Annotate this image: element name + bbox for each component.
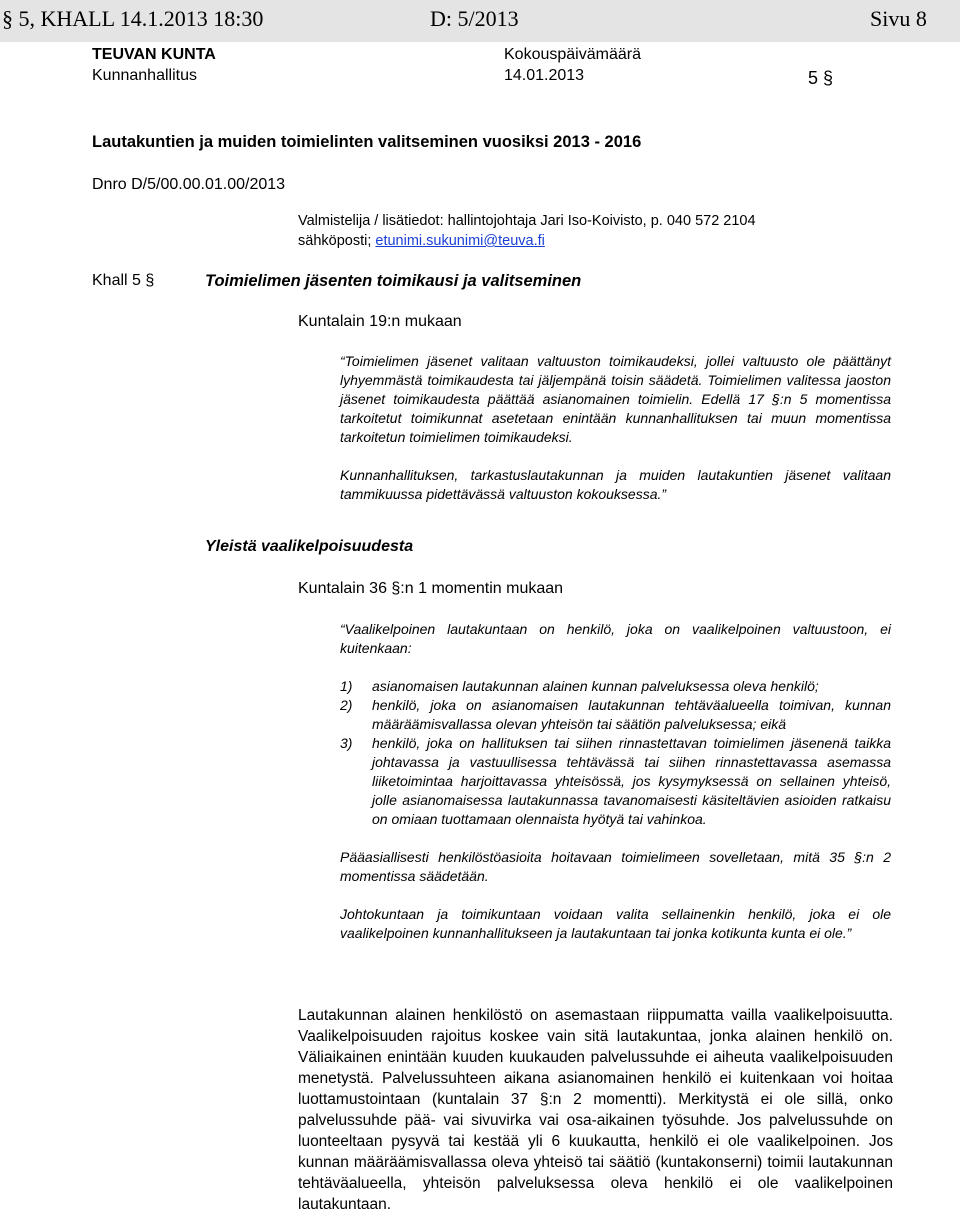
section2-heading: Yleistä vaalikelpoisuudesta (205, 538, 414, 555)
list-item-number: 2) (340, 697, 353, 713)
law1-quote (340, 352, 891, 504)
meeting-date: 14.01.2013 (504, 67, 585, 84)
document-top-bar (0, 0, 960, 42)
top-bar-document-number: D: 5/2013 (430, 6, 519, 31)
list-item (340, 734, 891, 829)
list-item-text: henkilö, joka on asianomaisen lautakunnan tehtäväalueella toimivan, kunnan määräämisvallassa olevan yhteisön tai säätiön palveluksessa; eikä (372, 697, 891, 732)
law2-heading: Kuntalain 36 §:n 1 momentin mukaan (298, 580, 564, 597)
law2-quote (340, 620, 891, 943)
meeting-date-label: Kokouspäivämäärä (504, 46, 641, 63)
dnro: Dnro D/5/00.00.01.00/2013 (92, 176, 286, 193)
body-paragraph-text: Lautakunnan alainen henkilöstö on asemastaan riippumatta vailla vaalikelpoisuutta. Vaalikelpoisuuden rajoitus koskee vain sitä lautakuntaa, jonka alainen henkilö on. Väliaikainen enintään kuuden kuukauden palvelussuhde ei aiheuta vaalikelpoisuuden menetystä. Palvelussuhteen aikana asianomainen henkilö ei kuitenkaan voi hoitaa luottamustointaan (kuntalain 37 §:n 2 momentti). Merkitystä ei ole sillä, onko palvelussuhde pää- vai sivuvirka vai osa-aikainen työsuhde. Jos palvelussuhde on luonteeltaan pysyvä tai kestää yli 6 kuukautta, henkilö ei ole vaalikelpoinen. Jos kunnan määräämisvallassa oleva yhteisö tai säätiö (kuntakonserni) toimii lautakunnan tehtäväalueella, yhteisön palveluksessa oleva henkilö ei ole vaalikelpoinen lautakuntaan. (298, 1007, 893, 1213)
law2-paragraph-3: Johtokuntaan ja toimikuntaan voidaan valita sellainenkin henkilö, joka ei ole vaalikelpoinen kunnanhallitukseen ja lautakuntaan tai jonka kotikunta kunta ei ole.” (340, 906, 891, 941)
law1-quote-paragraph-1: “Toimielimen jäsenet valitaan valtuuston toimikaudeksi, jollei valtuusto ole päättänyt lyhyemmästä toimikaudesta tai jäljempänä toisin säädetä. Toimielimen valitessa jaoston jäsenet toimikaudesta päättää asianomainen toimielin. Edellä 17 §:n 5 momentissa tarkoitetut toimikunnat asetetaan enintään kunnanhallituksen tai muun momentissa tarkoitetun toimielimen toimikaudeksi. (340, 353, 891, 445)
preparer-email-line (298, 233, 545, 249)
list-item (340, 677, 891, 696)
law2-paragraph-2: Pääasiallisesti henkilöstöasioita hoitavaan toimielimeen sovelletaan, mitä 35 §:n 2 momentissa säädetään. (340, 849, 891, 884)
body-paragraph (298, 1005, 893, 1215)
list-item-text: henkilö, joka on hallituksen tai siihen rinnastettavan toimielimen jäsenenä taikka johtavassa ja vastuullisessa tehtävässä tai siihen rinnastettavassa asemassa liiketoimintaa harjoittavassa yhteisössä, jos kysymyksessä on sellainen yhteisö, jolle asianomaisessa lautakunnassa tavanomaisesti käsiteltävien asioiden ratkaisu on omiaan tuottamaan olennaista hyötyä tai vahinkoa. (372, 735, 891, 827)
list-item-number: 1) (340, 678, 353, 694)
preparer-info: Valmistelija / lisätiedot: hallintojohtaja Jari Iso-Koivisto, p. 040 572 2104 (298, 213, 756, 229)
list-item-text: asianomaisen lautakunnan alainen kunnan palveluksessa oleva henkilö; (372, 678, 819, 694)
list-item (340, 696, 891, 734)
law2-list (340, 677, 891, 829)
section-number: 5 § (808, 68, 834, 88)
top-bar-page-number: Sivu 8 (870, 6, 927, 31)
email-link[interactable]: etunimi.sukunimi@teuva.fi (375, 233, 545, 249)
list-item-number: 3) (340, 735, 353, 751)
organ-name: Kunnanhallitus (92, 67, 197, 84)
organization-name: TEUVAN KUNTA (92, 46, 216, 63)
document-title: Lautakuntien ja muiden toimielinten valitseminen vuosiksi 2013 - 2016 (92, 133, 642, 151)
top-bar-section-ref: § 5, KHALL 14.1.2013 18:30 (2, 6, 264, 31)
subject-heading: Toimielimen jäsenten toimikausi ja valitseminen (205, 272, 582, 290)
law1-heading: Kuntalain 19:n mukaan (298, 313, 462, 330)
law1-quote-paragraph-2: Kunnanhallituksen, tarkastuslautakunnan ja muiden lautakuntien jäsenet valitaan tammikuussa pidettävässä valtuuston kokouksessa.” (340, 467, 891, 502)
law2-intro: “Vaalikelpoinen lautakuntaan on henkilö, joka on vaalikelpoinen valtuustoon, ei kuitenkaan: (340, 621, 891, 656)
email-label: sähköposti; (298, 233, 376, 249)
khall-reference: Khall 5 § (92, 272, 155, 289)
